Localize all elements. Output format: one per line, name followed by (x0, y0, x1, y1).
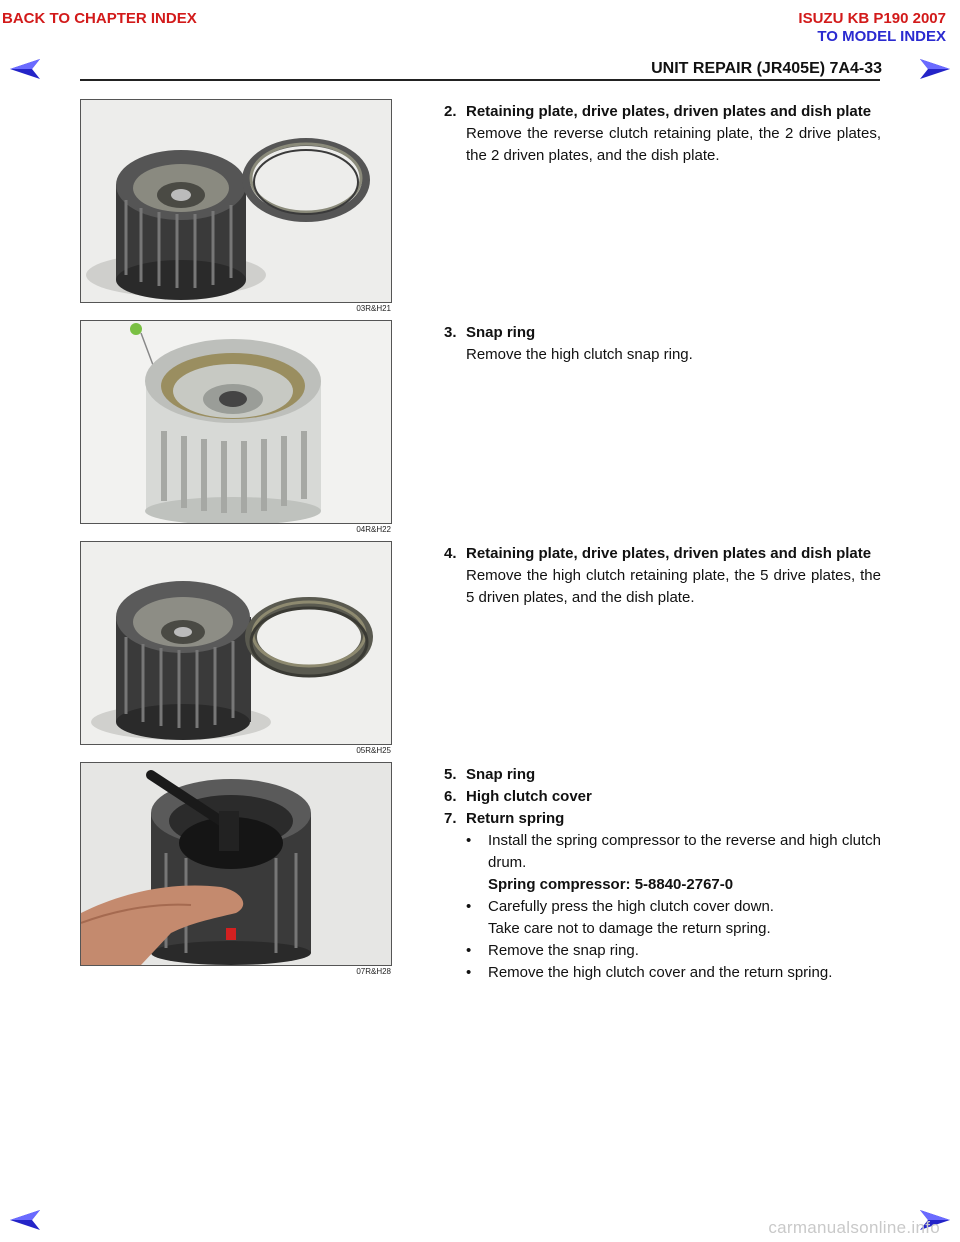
previous-page-arrow-bottom-icon[interactable] (8, 1208, 42, 1232)
step-number: 2. (444, 103, 457, 120)
page-header-title: UNIT REPAIR (JR405E) 7A4-33 (651, 60, 882, 77)
step-number: 3. (444, 324, 457, 341)
list-item (444, 962, 881, 984)
step-title: Retaining plate, drive plates, driven plates and dish plate (466, 103, 872, 120)
step-number: 5. (444, 766, 457, 783)
instruction-text: Remove the high clutch cover and the return spring. (488, 964, 833, 981)
bullet-icon: • (466, 832, 472, 849)
back-to-chapter-index-link[interactable]: BACK TO CHAPTER INDEX (2, 10, 197, 27)
step-number: 4. (444, 545, 457, 562)
step-body: Remove the high clutch snap ring. (466, 346, 693, 363)
step-title: Return spring (466, 810, 565, 827)
step-number: 6. (444, 788, 457, 805)
step-body: Remove the reverse clutch retaining plate, the 2 drive plates, the 2 driven plates, and the dish plate. (466, 125, 881, 164)
step-title: Retaining plate, drive plates, driven plates and dish plate (466, 545, 872, 562)
step-title: Snap ring (466, 766, 536, 783)
clutch-drum-with-plates-photo-icon (80, 99, 392, 303)
list-item (444, 940, 881, 962)
header-divider (80, 79, 880, 81)
step-title: Snap ring (466, 324, 536, 341)
step-title: High clutch cover (466, 788, 592, 805)
model-name-label: ISUZU KB P190 2007 (798, 10, 946, 27)
clutch-drum-with-plates-photo-icon (80, 541, 392, 745)
clutch-drum-snap-ring-photo-icon (80, 320, 392, 524)
instruction-text: Install the spring compressor to the reverse and high clutch drum. (488, 832, 881, 871)
tool-reference: Spring compressor: 5-8840-2767-0 (488, 876, 734, 893)
list-item (444, 896, 881, 918)
previous-page-arrow-icon[interactable] (8, 57, 42, 81)
caution-note: Take care not to damage the return spring. (488, 920, 771, 937)
bullet-icon: • (466, 898, 472, 915)
photo-reference-id: 03R&H21 (356, 304, 391, 313)
step-number: 7. (444, 810, 457, 827)
watermark: carmanualsonline.info (768, 1218, 940, 1237)
instruction-text: Remove the snap ring. (488, 942, 639, 959)
bullet-icon: • (466, 942, 472, 959)
step-body: Remove the high clutch retaining plate, the 5 drive plates, the 5 driven plates, and the dish plate. (466, 567, 881, 606)
steps-5-to-7 (444, 764, 881, 984)
step-4 (444, 543, 881, 609)
photo-reference-id: 04R&H22 (356, 525, 391, 534)
bullet-icon: • (466, 964, 472, 981)
instruction-text: Carefully press the high clutch cover down. (488, 898, 774, 915)
list-item (444, 830, 881, 874)
photo-reference-id: 07R&H28 (356, 967, 391, 976)
step-2 (444, 101, 881, 167)
to-model-index-label: TO MODEL INDEX (817, 28, 946, 45)
step-3 (444, 322, 881, 366)
model-index-link[interactable] (798, 10, 946, 46)
spring-compressor-photo-icon (80, 762, 392, 966)
photo-reference-id: 05R&H25 (356, 746, 391, 755)
next-page-arrow-icon[interactable] (918, 57, 952, 81)
